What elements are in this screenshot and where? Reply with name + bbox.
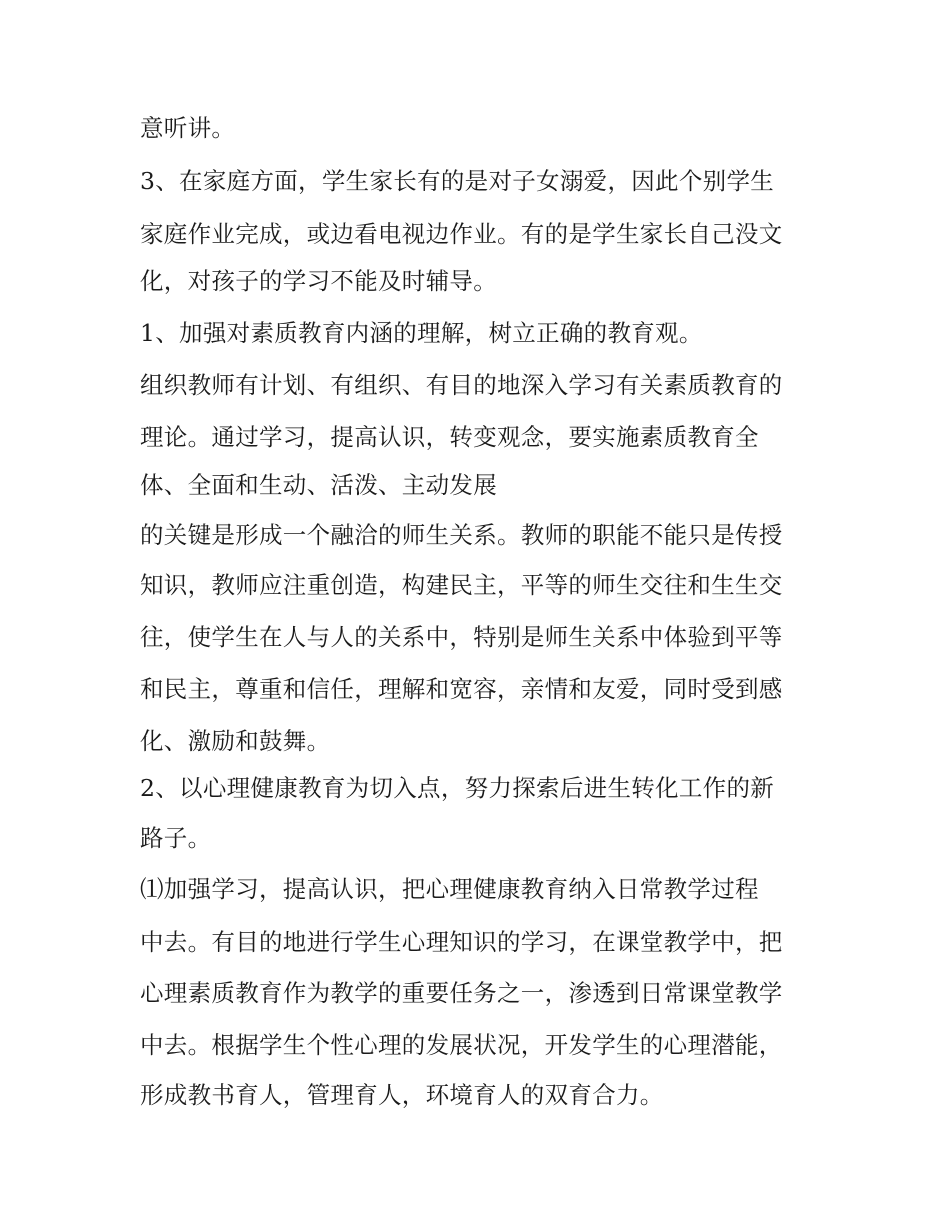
text-line: 3、在家庭方面，学生家长有的是对子女溺爱，因此个别学生 <box>140 167 775 195</box>
text-line: 1、加强对素质教育内涵的理解，树立正确的教育观。 <box>140 319 703 347</box>
text-line: 体、全面和生动、活泼、主动发展 <box>140 471 497 499</box>
text-line: 往，使学生在人与人的关系中，特别是师生关系中体验到平等 <box>140 623 783 651</box>
text-line: 化、激励和鼓舞。 <box>140 727 331 755</box>
text-line: 化，对孩子的学习不能及时辅导。 <box>140 267 497 295</box>
text-line: 知识，教师应注重创造，构建民主，平等的师生交往和生生交 <box>140 571 783 599</box>
text-line: 路子。 <box>140 824 212 852</box>
text-line: 的关键是形成一个融洽的师生关系。教师的职能不能只是传授 <box>140 521 783 549</box>
text-line: 和民主，尊重和信任，理解和宽容，亲情和友爱，同时受到感 <box>140 675 783 703</box>
text-line: 理论。通过学习，提高认识，转变观念，要实施素质教育全 <box>140 423 759 451</box>
text-line: 家庭作业完成，或边看电视边作业。有的是学生家长自己没文 <box>140 220 783 248</box>
text-line: 中去。有目的地进行学生心理知识的学习，在课堂教学中，把 <box>140 928 783 956</box>
text-line: 中去。根据学生个性心理的发展状况，开发学生的心理潜能， <box>140 1031 783 1059</box>
text-line: 2、以心理健康教育为切入点，努力探索后进生转化工作的新 <box>140 774 775 802</box>
text-line: 形成教书育人，管理育人，环境育人的双育合力。 <box>140 1081 664 1109</box>
text-line: 心理素质教育作为教学的重要任务之一，渗透到日常课堂教学 <box>140 979 783 1007</box>
text-line: ⑴加强学习，提高认识，把心理健康教育纳入日常教学过程 <box>140 875 759 903</box>
text-line: 组织教师有计划、有组织、有目的地深入学习有关素质教育的 <box>140 371 783 399</box>
text-line: 意听讲。 <box>140 114 236 142</box>
